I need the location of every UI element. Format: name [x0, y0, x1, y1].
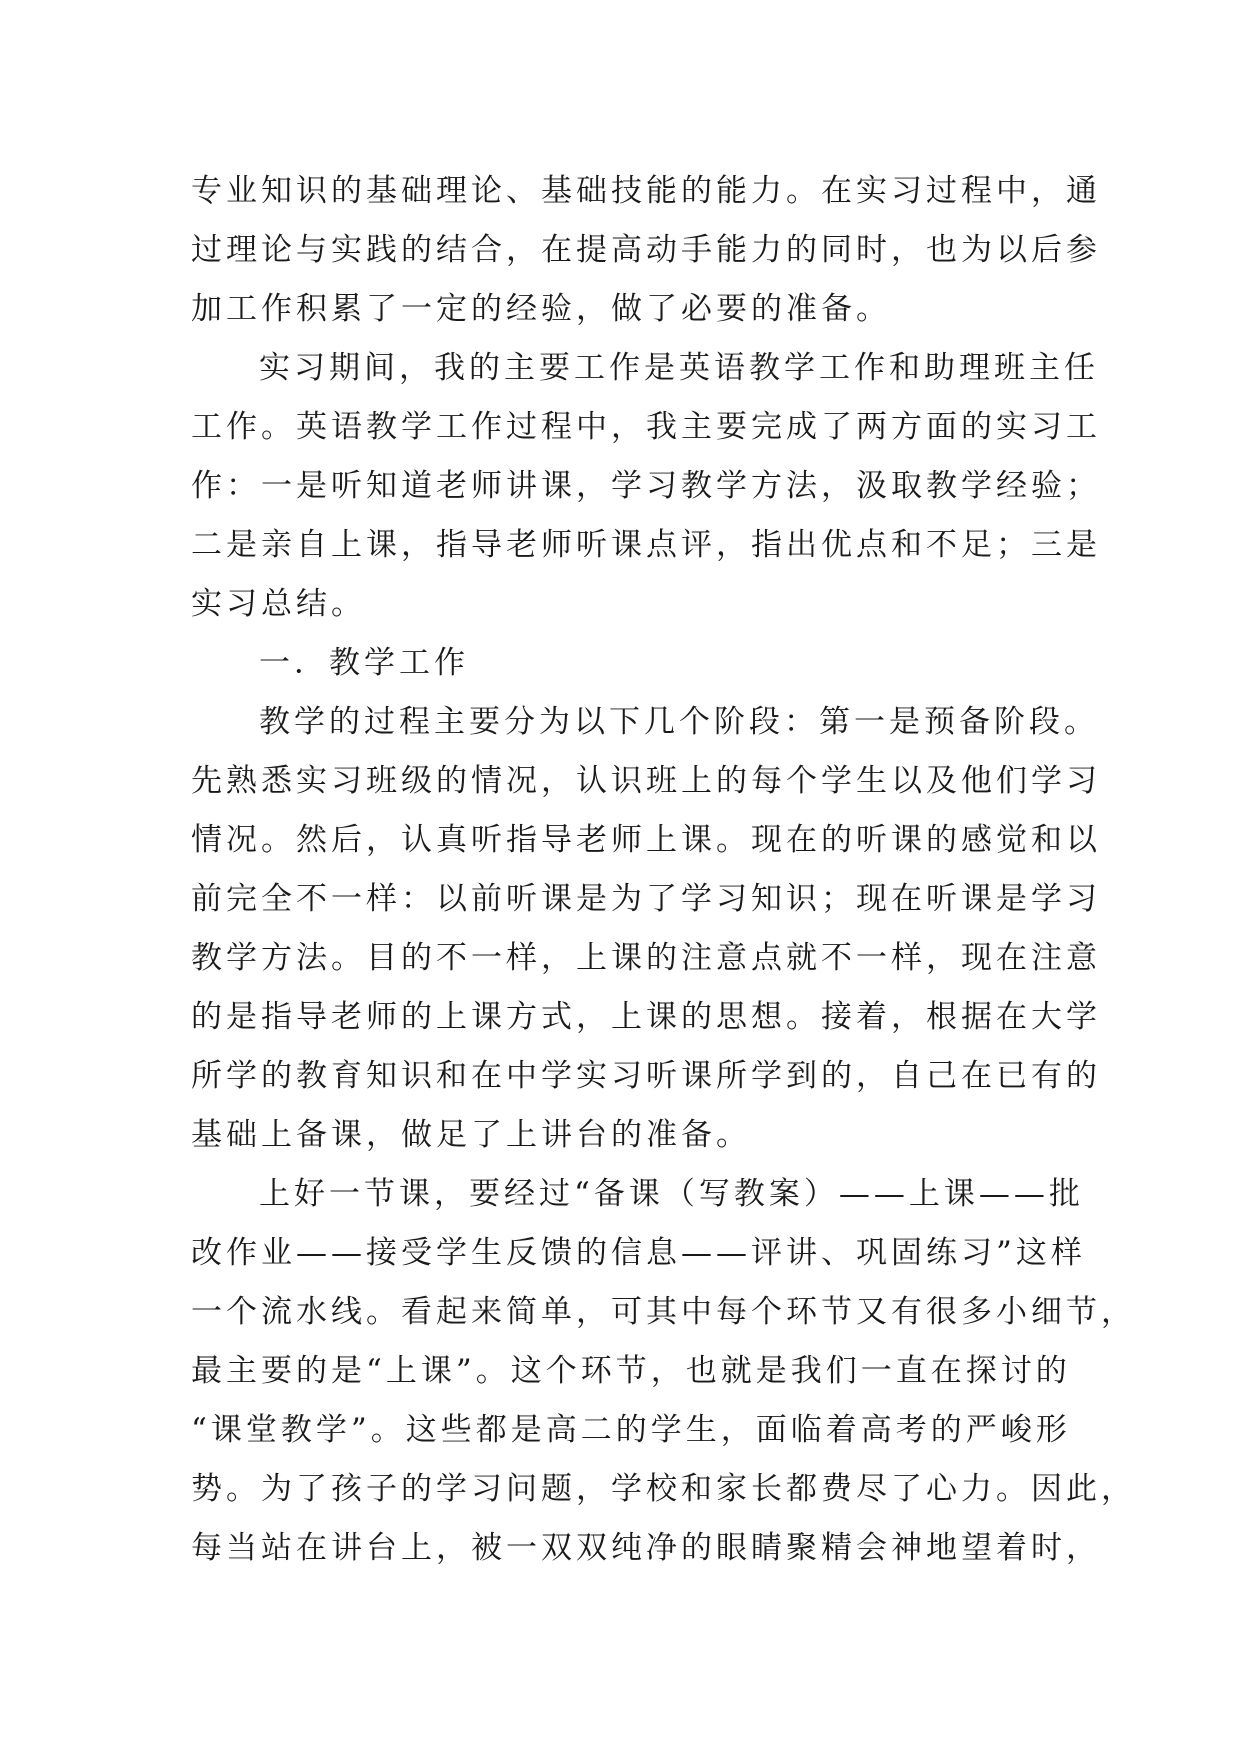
text-line: 基础上备课，做足了上讲台的准备。	[191, 1117, 751, 1153]
text-line: 教学方法。目的不一样，上课的注意点就不一样，现在注意	[191, 940, 1101, 976]
text-line: “课堂教学”。这些都是高二的学生，面临着高考的严峻形	[191, 1412, 1071, 1448]
text-line: 所学的教育知识和在中学实习听课所学到的，自己在已有的	[191, 1058, 1101, 1094]
section-heading: 一．教学工作	[259, 645, 469, 681]
text-line: 一个流水线。看起来简单，可其中每个环节又有很多小细节，	[191, 1294, 1136, 1330]
text-line: 工作。英语教学工作过程中，我主要完成了两方面的实习工	[191, 409, 1101, 445]
text-line: 前完全不一样：以前听课是为了学习知识；现在听课是学习	[191, 881, 1101, 917]
text-line: 加工作积累了一定的经验，做了必要的准备。	[191, 291, 891, 327]
text-line: 的是指导老师的上课方式，上课的思想。接着，根据在大学	[191, 999, 1101, 1035]
paragraph-start-line: 实习期间，我的主要工作是英语教学工作和助理班主任	[259, 350, 1099, 386]
text-line: 专业知识的基础理论、基础技能的能力。在实习过程中，通	[191, 173, 1101, 209]
text-line: 作：一是听知道老师讲课，学习教学方法，汲取教学经验；	[191, 468, 1101, 504]
text-line: 最主要的是“上课”。这个环节，也就是我们一直在探讨的	[191, 1353, 1071, 1389]
paragraph-start-line: 上好一节课，要经过“备课（写教案）——上课——批	[259, 1176, 1084, 1212]
text-line: 情况。然后，认真听指导老师上课。现在的听课的感觉和以	[191, 822, 1101, 858]
paragraph-start-line: 教学的过程主要分为以下几个阶段：第一是预备阶段。	[259, 704, 1099, 740]
text-line: 每当站在讲台上，被一双双纯净的眼睛聚精会神地望着时，	[191, 1530, 1101, 1566]
body-text	[191, 162, 1136, 1578]
text-line: 势。为了孩子的学习问题，学校和家长都费尽了心力。因此，	[191, 1471, 1136, 1507]
text-line: 二是亲自上课，指导老师听课点评，指出优点和不足；三是	[191, 527, 1101, 563]
text-line: 过理论与实践的结合，在提高动手能力的同时，也为以后参	[191, 232, 1101, 268]
text-line: 实习总结。	[191, 586, 366, 622]
text-line: 改作业——接受学生反馈的信息——评讲、巩固练习”这样	[191, 1235, 1086, 1271]
text-line: 先熟悉实习班级的情况，认识班上的每个学生以及他们学习	[191, 763, 1101, 799]
